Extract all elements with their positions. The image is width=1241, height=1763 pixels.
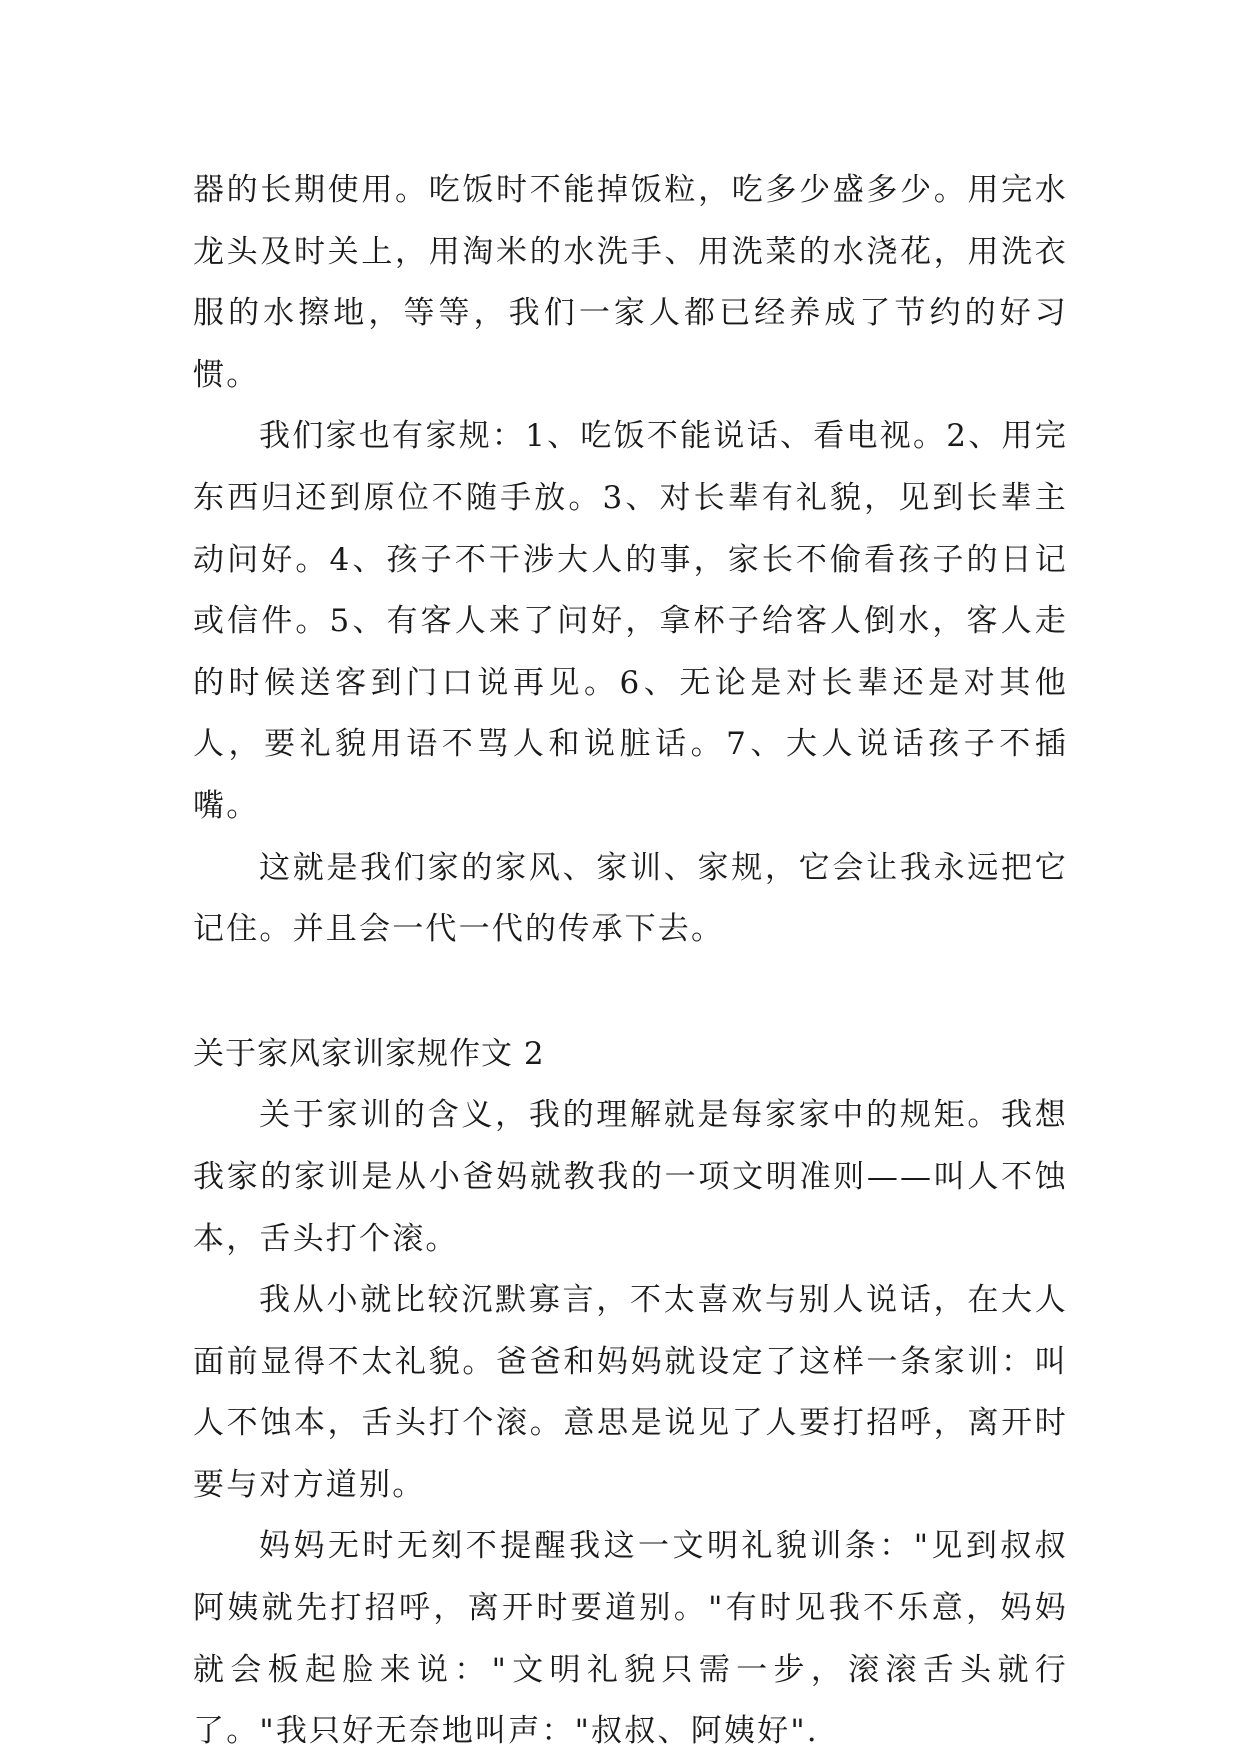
document-body — [193, 160, 1068, 1763]
paragraph-5: 我从小就比较沉默寡言，不太喜欢与别人说话，在大人面前显得不太礼貌。爸爸和妈妈就设定了这样一条家训：叫人不蚀本，舌头打个滚。意思是说见了人要打招呼，离开时要与对方道别。 — [193, 1282, 1068, 1503]
paragraph-6: 妈妈无时无刻不提醒我这一文明礼貌训条："见到叔叔阿姨就先打招呼，离开时要道别。"有时见我不乐意，妈妈就会板起脸来说："文明礼貌只需一步，滚滚舌头就行了。"我只好无奈地叫声："叔叔、阿姨好". — [193, 1528, 1068, 1750]
section-heading: 关于家风家训家规作文 2 — [193, 1035, 545, 1072]
paragraph-4: 关于家训的含义，我的理解就是每家家中的规矩。我想我家的家训是从小爸妈就教我的一项文明准则——叫人不蚀本，舌头打个滚。 — [193, 1097, 1068, 1257]
paragraph-2: 我们家也有家规：1、吃饭不能说话、看电视。2、用完东西归还到原位不随手放。3、对长辈有礼貌，见到长辈主动问好。4、孩子不干涉大人的事，家长不偷看孩子的日记或信件。5、有客人来了问好，拿杯子给客人倒水，客人走的时候送客到门口说再见。6、无论是对长辈还是对其他人，要礼貌用语不骂人和说脏话。7、大人说话孩子不插嘴。 — [193, 418, 1068, 824]
paragraph-3: 这就是我们家的家风、家训、家规，它会让我永远把它记住。并且会一代一代的传承下去。 — [193, 849, 1068, 948]
paragraph-1: 器的长期使用。吃饭时不能掉饭粒，吃多少盛多少。用完水龙头及时关上，用淘米的水洗手、用洗菜的水浇花，用洗衣服的水擦地，等等，我们一家人都已经养成了节约的好习惯。 — [193, 172, 1068, 393]
section-gap — [193, 961, 1068, 1024]
